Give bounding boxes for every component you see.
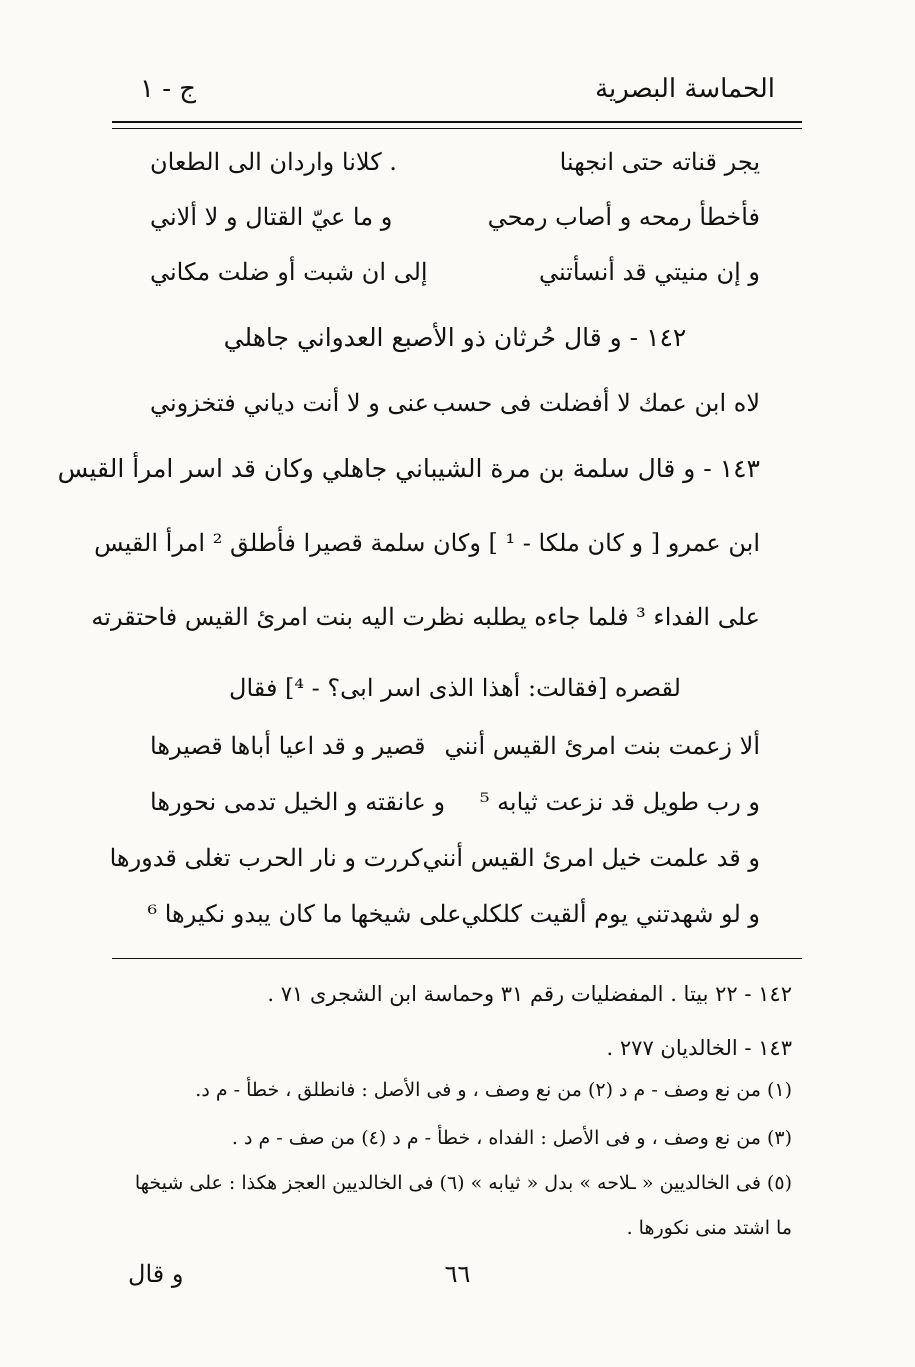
- hemistich-first: يجر قناته حتى انجهنا: [559, 148, 760, 176]
- prose-line: لقصره [فقالت: أهذا الذى اسر ابى؟ - ⁴] فقال: [229, 674, 681, 702]
- verse-line: [147, 898, 760, 930]
- hemistich-second: إلى ان شبت أو ضلت مكاني: [150, 258, 428, 286]
- footnote-variant: (٥) فى الخالديين « ـلاحه » بدل « ثيابه » (٦) فى الخالديين العجز هكذا : على شيخها: [134, 1172, 792, 1194]
- verse-line: [109, 842, 760, 874]
- running-title: الحماسة البصرية: [595, 74, 775, 104]
- hemistich-first: ألا زعمت بنت امرئ القيس أنني: [444, 732, 760, 760]
- volume-label: ج - ١: [140, 74, 197, 104]
- footnote-variant: (٣) من نع وصف ، و فى الأصل : الفداه ، خطأ - م د (٤) من صف - م د .: [231, 1127, 792, 1149]
- header-rule: [112, 121, 802, 123]
- verse-line: [150, 256, 760, 288]
- header-rule-thin: [112, 128, 802, 129]
- hemistich-second: و ما عيّ القتال و لا ألاني: [150, 203, 393, 231]
- verse-line: [150, 387, 760, 419]
- footnote-variant: ما اشتد منى نكورها .: [626, 1217, 792, 1239]
- verse-line: [150, 786, 760, 818]
- hemistich-first: و قد علمت خيل امرئ القيس أنني: [422, 844, 760, 872]
- hemistich-second: قصير و قد اعيا أباها قصيرها: [150, 732, 426, 760]
- footnote-variant: (١) من نع وصف - م د (٢) من نع وصف ، و فى الأصل : فانطلق ، خطأ - م د.: [195, 1079, 792, 1101]
- prose-line: على الفداء ³ فلما جاءه يطلبه نظرت اليه بنت امرئ القيس فاحتقرته: [91, 603, 760, 631]
- hemistich-second: و عانقته و الخيل تدمى نحورها: [150, 788, 446, 816]
- catchword: و قال: [128, 1260, 184, 1288]
- hemistich-second: على شيخها ما كان يبدو نكيرها ⁶: [147, 900, 462, 928]
- hemistich-second: عنى و لا أنت دياني فتخزوني: [150, 389, 429, 417]
- hemistich-second: كررت و نار الحرب تغلى قدورها: [109, 844, 423, 872]
- hemistich-first: فأخطأ رمحه و أصاب رمحي: [487, 203, 760, 231]
- verse-line: [150, 201, 760, 233]
- hemistich-first: و رب طويل قد نزعت ثيابه ⁵: [479, 788, 760, 816]
- prose-line: ابن عمرو [ و كان ملكا - ¹ ] وكان سلمة قصيرا فأطلق ² امرأ القيس: [94, 529, 760, 557]
- hemistich-first: و إن منيتي قد أنسأتني: [538, 258, 760, 286]
- hemistich-second: . كلانا واردان الى الطعان: [150, 148, 397, 176]
- hemistich-first: لاه ابن عمك لا أفضلت فى حسب: [432, 389, 760, 417]
- footnote-143: ١٤٣ - الخالديان ٢٧٧ .: [606, 1036, 792, 1060]
- poem-heading-142: ١٤٢ - و قال حُرثان ذو الأصبع العدواني جاهلي: [223, 323, 687, 352]
- verse-line: [150, 146, 760, 178]
- page-number: ٦٦: [444, 1260, 471, 1288]
- poem-heading-143: ١٤٣ - و قال سلمة بن مرة الشيباني جاهلي وكان قد اسر امرأ القيس: [57, 454, 760, 483]
- verse-line: [150, 730, 760, 762]
- hemistich-first: و لو شهدتني يوم ألقيت كلكلي: [461, 900, 760, 928]
- footnote-142: ١٤٢ - ٢٢ بيتا . المفضليات رقم ٣١ وحماسة ابن الشجرى ٧١ .: [267, 982, 792, 1006]
- footnote-separator: [112, 958, 802, 959]
